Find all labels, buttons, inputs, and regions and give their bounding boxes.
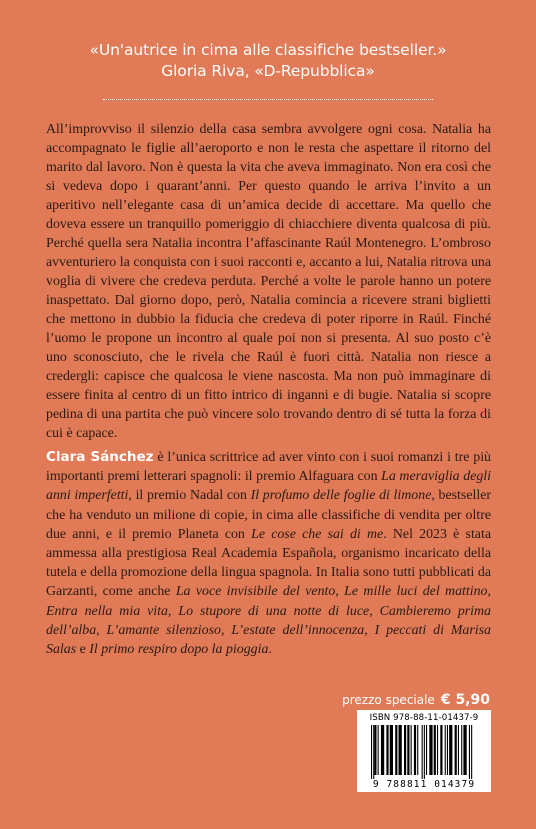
barcode-bar [373, 725, 374, 779]
dotted-divider [103, 99, 433, 100]
barcode-bar [461, 725, 462, 775]
barcode-bar [374, 725, 376, 775]
barcode-bar [407, 725, 409, 775]
barcode-bar [447, 725, 448, 775]
book-title: I peccati di Marisa Salas [46, 622, 491, 658]
barcode-box [357, 710, 491, 792]
price-value: € 5,90 [440, 692, 490, 708]
barcode-bar [434, 725, 436, 775]
book-title: L’estate dell’innocenza [231, 622, 365, 638]
bio-separator: , [96, 622, 107, 638]
barcode-bar [417, 725, 418, 775]
barcode-bar [414, 725, 416, 775]
ean-number: 9 788811 014379 [372, 779, 476, 790]
barcode-bar [445, 725, 446, 775]
press-quote-text: «Un'autrice in cima alle classifiche bestseller.» [89, 41, 447, 59]
bio-text: , il premio Nadal con [128, 488, 251, 504]
bio-text: e [76, 642, 90, 658]
barcode-bar [399, 725, 402, 775]
book-title: La meraviglia degli anni imperfetti [46, 469, 492, 504]
barcode-bar [404, 725, 406, 775]
barcode-bar [429, 725, 432, 775]
barcode-bar [381, 725, 384, 775]
barcode-bar [371, 725, 372, 779]
book-title: Cambieremo prima dell’alba [46, 603, 491, 638]
bio-text: , bestseller che ha venduto un milione di copie, in cima alle classifiche di vendita per oltre due anni, e il premio Planeta con [46, 488, 491, 542]
synopsis-paragraph: All’improvviso il silenzio della casa sembra avvolgere ogni cosa. Natalia ha accompagnato le figlie all’aeroporto e non le resta che aspettare il ritorno del marito dal lavoro. Non è questa la vita che aveva immaginato. Non era così che si vedeva dopo i quarant’anni. Per questo quando le arriva l’invito a un aperitivo nell’elegante casa di un’amica decide di accettare. Ma quello che doveva essere un tranquillo pomeriggio di chiacchiere diventa qualcosa di più. Perché quella sera Natalia incontra l’affascinante Raúl Montenegro. L’ombroso avventuriero la conquista con i suoi racconti e, accanto a lui, Natalia ritrova una voglia di vivere che credeva perduta. Perché a volte le parole hanno un potere inaspettato. Dal giorno dopo, però, Natalia comincia a ricevere strani biglietti che mettono in dubbio la fiducia che credeva di poter riporre in Raúl. Finché l’uomo le propone un incontro al quale poi non si presenta. Al suo posto c’è uno sconosciuto, che le rivela che Raúl è fuori città. Natalia non riesce a credergli: capisce che qualcosa le viene nascosta. Ma non può immaginare di essere finita al centro di un fitto intrico di inganni e di bugie. Natalia si scopre pedina di una partita che può vincere solo trovando dentro di sé tutta la forza di cui è capace. [46, 122, 491, 441]
book-title: L’amante silenzioso [106, 622, 221, 638]
book-title: La voce invisibile del vento [175, 584, 336, 600]
bio-text: . [268, 642, 272, 658]
price-tag [330, 689, 490, 708]
barcode-graphic [357, 725, 491, 779]
bio-separator: , [167, 603, 179, 619]
bio-separator: , [335, 584, 345, 600]
barcode-bar [395, 725, 397, 775]
barcode-bar [455, 725, 457, 775]
barcode-bar [424, 725, 425, 779]
barcode-bar [463, 725, 466, 775]
barcode-bar [458, 725, 459, 775]
barcode-bar [390, 725, 393, 775]
book-title: Le cose che sai di me [251, 526, 384, 542]
bio-text: . Nel 2023 è stata ammessa alla prestigiosa Real Academia Española, organismo incaricato della tutela e della promozione della lingua spagnola. In Italia sono tutti pubblicati da Garzanti, come anche [46, 526, 491, 600]
book-title: Il profumo delle foglie di limone [250, 488, 432, 504]
barcode-bar [449, 725, 452, 775]
barcode-bar [422, 725, 423, 779]
bio-separator: , [369, 603, 380, 619]
barcode-bar [426, 725, 427, 775]
isbn-text: ISBN 978-88-11-01437-9 [369, 713, 479, 723]
price-label: prezzo speciale [342, 693, 435, 707]
bio-separator: , [364, 622, 375, 638]
barcode-bar [386, 725, 388, 775]
barcode-bar [411, 725, 412, 775]
barcode-bar [378, 725, 379, 775]
press-quote [0, 40, 536, 82]
author-name: Clara Sánchez [46, 449, 154, 465]
press-quote-source: Gloria Riva, «D-Repubblica» [161, 62, 375, 80]
barcode-bar [469, 725, 470, 779]
author-bio-paragraph [46, 448, 491, 659]
barcode-bar [437, 725, 438, 775]
barcode-bar [471, 725, 472, 779]
book-title: Il primo respiro dopo la pioggia [89, 642, 269, 658]
bio-separator: , [220, 622, 232, 638]
book-title: Lo stupore di una notte di luce [178, 603, 370, 619]
book-title: Le mille luci del mattino [344, 584, 488, 600]
bio-text: è l’unica scrittrice ad aver vinto con i suoi romanzi i tre più importanti premi letterari spagnoli: il premio Alfaguara con [46, 450, 492, 485]
book-title: Entra nella mia vita [46, 603, 168, 619]
barcode-bar [440, 725, 442, 775]
bio-separator: , [487, 584, 491, 600]
